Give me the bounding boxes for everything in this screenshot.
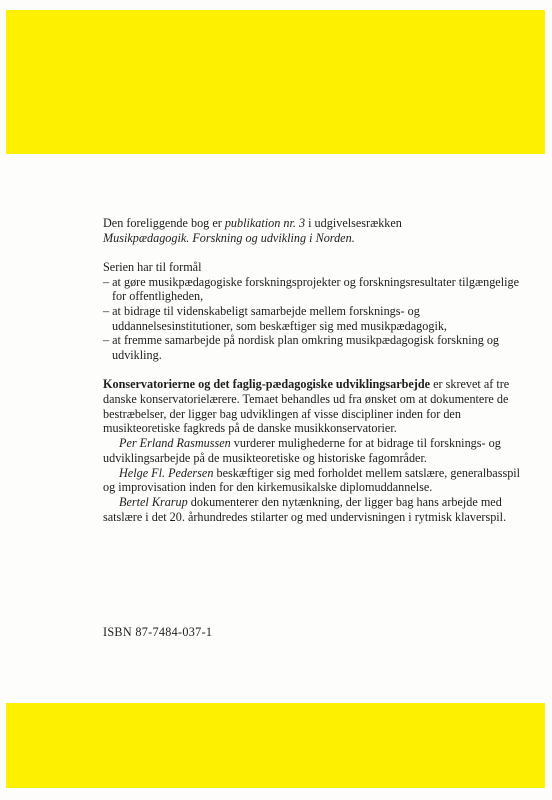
back-cover-text bbox=[103, 216, 523, 524]
book-description-text: er skrevet af tre danske konservatorielærere. Temaet behandles ud fra ønsket om at dokumentere de bestræbelser, der ligger bag udviklingen af visse discipliner inden for den musikteoretiske fagkreds på de danske musikkonservatorier. bbox=[103, 377, 510, 436]
author-text: beskæftiger sig med forholdet mellem satslære, generalbasspil og improvisation inden for den kirkemusikalske diplomuddannelse. bbox=[103, 465, 521, 495]
purpose-item: – at gøre musikpædagogiske forskningsprojekter og forskningsresultater tilgængelige for offentligheden, bbox=[103, 274, 519, 304]
book-description bbox=[103, 377, 523, 436]
intro-prefix: Den foreliggende bog er bbox=[103, 216, 225, 230]
purpose-item: – at fremme samarbejde på nordisk plan omkring musikpædagogisk forskning og udvikling. bbox=[103, 333, 500, 363]
publication-number: publikation nr. 3 bbox=[224, 216, 306, 230]
intro-suffix: i udgivelsesrækken bbox=[305, 216, 402, 230]
book-title: Konservatorierne og det faglig-pædagogiske udviklingsarbejde bbox=[103, 377, 431, 392]
author-paragraph bbox=[103, 466, 523, 495]
author-text: vurderer mulighederne for at bidrage til forsknings- og udviklingsarbejde på de musikteoretiske og historiske fagområder. bbox=[103, 436, 501, 465]
series-title: Musikpædagogik. Forskning og udvikling i Norden. bbox=[103, 230, 355, 245]
author-text: dokumenterer den nytænkning, der ligger bag hans arbejde med satslære i det 20. århundredes stilarter og med undervisningen i rytmisk klaverspil. bbox=[103, 494, 507, 524]
purpose-item: – at bidrage til videnskabeligt samarbejde mellem forsknings- og uddannelsesinstitutioner, som beskæftiger sig med musikpædagogik, bbox=[103, 304, 447, 333]
author-paragraph bbox=[103, 495, 523, 524]
purpose-heading: Serien har til formål bbox=[103, 259, 202, 274]
intro-paragraph bbox=[103, 216, 523, 245]
isbn: ISBN 87-7484-037-1 bbox=[103, 625, 213, 639]
author-paragraph bbox=[103, 436, 523, 465]
author-name: Bertel Krarup bbox=[119, 494, 188, 509]
top-yellow-band bbox=[6, 10, 545, 154]
author-name: Helge Fl. Pedersen bbox=[119, 465, 214, 480]
bottom-yellow-band bbox=[6, 703, 545, 788]
author-name: Per Erland Rasmussen bbox=[119, 436, 231, 451]
